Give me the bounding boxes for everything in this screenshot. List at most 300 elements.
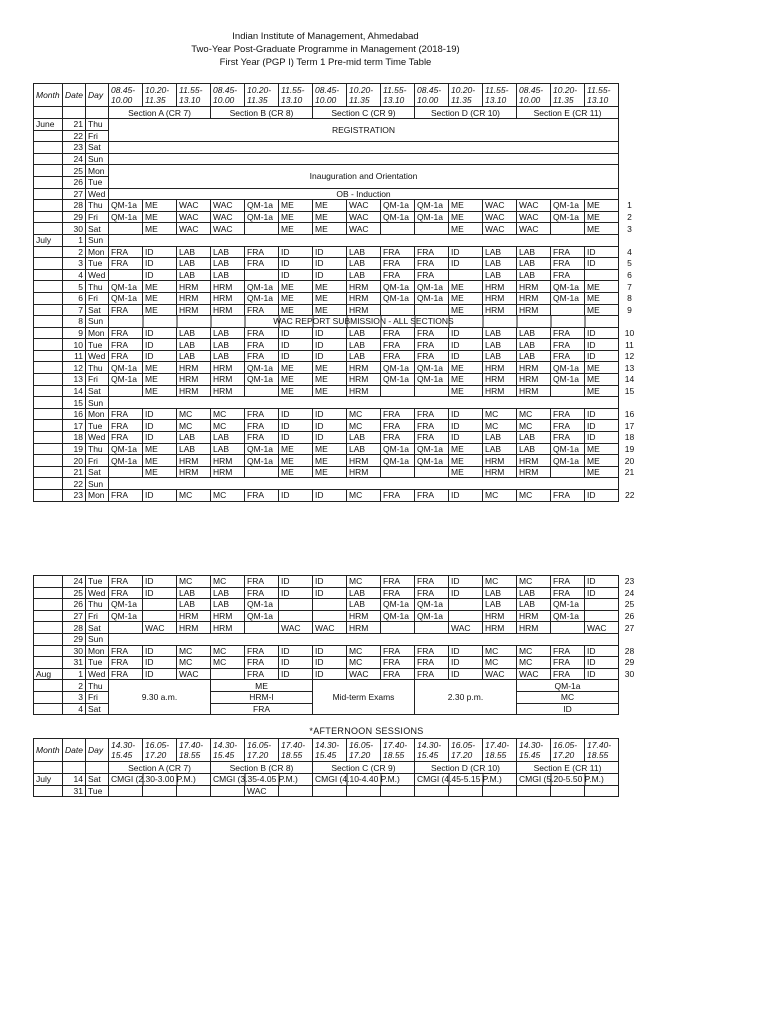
- table-row: [34, 587, 641, 599]
- row-number: 28: [624, 645, 635, 656]
- slot-cell: QM-1a: [245, 374, 279, 386]
- slot-cell: ID: [143, 408, 177, 420]
- month-cell: [34, 657, 63, 669]
- date-cell: 4: [63, 269, 86, 281]
- slot-cell: ID: [449, 258, 483, 270]
- row-number: 29: [624, 657, 635, 668]
- slot-cell: WAC: [347, 200, 381, 212]
- date-cell: 26: [63, 599, 86, 611]
- slot-cell: MC: [347, 645, 381, 657]
- time-slot-line: 17.40-: [587, 740, 612, 750]
- slot-cell: FRA: [109, 327, 143, 339]
- date-cell: 24: [63, 576, 86, 588]
- slot-cell: LAB: [483, 258, 517, 270]
- month-cell: [34, 762, 63, 774]
- date-cell: 31: [63, 785, 86, 797]
- month-cell: [34, 223, 63, 235]
- slot-cell: ME: [279, 211, 313, 223]
- date-cell: 3: [63, 691, 86, 703]
- slot-cell: HRM: [211, 362, 245, 374]
- slot-cell: HRM: [211, 610, 245, 622]
- table-row: [34, 119, 641, 131]
- slot-cell: HRM: [483, 622, 517, 634]
- slot-cell: ME: [449, 304, 483, 316]
- day-cell: Wed: [86, 668, 109, 680]
- date-cell: 20: [63, 455, 86, 467]
- slot-cell: [585, 269, 619, 281]
- day-cell: Mon: [86, 490, 109, 502]
- slot-cell: FRA: [381, 587, 415, 599]
- section-header: Section C (CR 9): [313, 762, 415, 774]
- month-cell: [34, 622, 63, 634]
- slot-cell: ME: [143, 223, 177, 235]
- slot-cell: WAC: [177, 200, 211, 212]
- slot-cell: HRM: [517, 362, 551, 374]
- slot-cell: ME: [449, 200, 483, 212]
- slot-cell: ME: [449, 385, 483, 397]
- slot-cell: FRA: [551, 258, 585, 270]
- slot-cell: FRA: [109, 668, 143, 680]
- slot-cell: ID: [585, 339, 619, 351]
- slot-cell: FRA: [245, 327, 279, 339]
- slot-cell: LAB: [483, 443, 517, 455]
- slot-cell: HRM: [483, 455, 517, 467]
- slot-cell: MC: [177, 657, 211, 669]
- month-cell: [34, 645, 63, 657]
- time-slot-line: 18.55: [485, 750, 507, 760]
- date-cell: 3: [63, 258, 86, 270]
- slot-cell: HRM: [177, 622, 211, 634]
- slot-cell: QM-1a: [381, 443, 415, 455]
- month-cell: [34, 304, 63, 316]
- month-cell: Aug: [34, 668, 63, 680]
- table-row: [34, 680, 641, 692]
- day-cell: Fri: [86, 455, 109, 467]
- slot-cell: LAB: [517, 587, 551, 599]
- row-number: [619, 165, 641, 177]
- slot-cell: LAB: [211, 443, 245, 455]
- row-number: 26: [624, 611, 635, 622]
- slot-cell: ME: [143, 455, 177, 467]
- day-cell: Thu: [86, 362, 109, 374]
- slot-cell: HRM: [517, 466, 551, 478]
- slot-cell: ME: [313, 362, 347, 374]
- slot-cell: ID: [313, 587, 347, 599]
- table-row: [34, 408, 641, 420]
- time-slot-line: 17.40-: [281, 740, 306, 750]
- slot-cell: ID: [585, 587, 619, 599]
- slot-cell: ID: [585, 657, 619, 669]
- slot-cell: HRM: [211, 466, 245, 478]
- date-cell: 27: [63, 188, 86, 200]
- time-slot-line: 18.55: [383, 750, 405, 760]
- row-number: 15: [624, 385, 635, 396]
- date-cell: [63, 762, 86, 774]
- slot-cell: ID: [143, 350, 177, 362]
- date-cell: 13: [63, 374, 86, 386]
- day-cell: Mon: [86, 645, 109, 657]
- slot-cell: ME: [143, 281, 177, 293]
- month-cell: [34, 633, 63, 645]
- time-slot-line: 10.20-: [145, 85, 170, 95]
- table-row: [34, 443, 641, 455]
- slot-cell: LAB: [211, 269, 245, 281]
- merged-cell: [109, 142, 619, 154]
- month-cell: [34, 408, 63, 420]
- slot-cell: [279, 610, 313, 622]
- slot-cell: HRM: [517, 281, 551, 293]
- slot-cell: QM-1a: [109, 292, 143, 304]
- slot-cell: FRA: [381, 350, 415, 362]
- slot-cell: LAB: [211, 350, 245, 362]
- date-cell: 25: [63, 587, 86, 599]
- slot-cell: QM-1a: [109, 211, 143, 223]
- slot-cell: [517, 785, 551, 797]
- day-cell: Sun: [86, 633, 109, 645]
- slot-cell: FRA: [109, 420, 143, 432]
- slot-cell: [415, 785, 449, 797]
- time-slot-line: 10.00: [417, 95, 439, 105]
- slot-cell: HRM: [483, 385, 517, 397]
- time-slot-line: 14.30-: [213, 740, 238, 750]
- slot-cell: MC: [347, 657, 381, 669]
- row-number: 13: [624, 362, 635, 373]
- slot-cell: [381, 622, 415, 634]
- slot-cell: LAB: [517, 339, 551, 351]
- slot-cell: [143, 599, 177, 611]
- table-row: [34, 397, 641, 409]
- slot-cell: ID: [313, 432, 347, 444]
- slot-cell: ME: [313, 200, 347, 212]
- month-cell: [34, 490, 63, 502]
- slot-cell: ME: [143, 385, 177, 397]
- slot-cell: ME: [313, 374, 347, 386]
- slot-cell: LAB: [517, 432, 551, 444]
- slot-cell: ID: [313, 576, 347, 588]
- table-row: [34, 234, 641, 246]
- slot-cell: WAC: [211, 211, 245, 223]
- day-cell: Wed: [86, 350, 109, 362]
- slot-cell: LAB: [211, 246, 245, 258]
- slot-cell: ME: [143, 374, 177, 386]
- time-slot-line: 17.40-: [485, 740, 510, 750]
- slot-cell: LAB: [211, 327, 245, 339]
- slot-cell: [313, 599, 347, 611]
- slot-cell: [381, 785, 415, 797]
- merged-cell: [109, 633, 619, 645]
- slot-cell: ME: [449, 292, 483, 304]
- slot-cell: HRM: [517, 610, 551, 622]
- slot-cell: [449, 269, 483, 281]
- slot-cell: ID: [313, 269, 347, 281]
- month-cell: [34, 680, 63, 692]
- table-row: [34, 292, 641, 304]
- slot-cell: FRA: [109, 246, 143, 258]
- slot-cell: ID: [143, 420, 177, 432]
- time-slot-line: 11.35: [349, 95, 370, 105]
- slot-cell: QM-1a: [551, 211, 585, 223]
- slot-cell: ID: [585, 576, 619, 588]
- date-cell: 9: [63, 327, 86, 339]
- time-slot-line: 10.20-: [247, 85, 272, 95]
- slot-cell: WAC: [483, 223, 517, 235]
- slot-cell: ID: [449, 587, 483, 599]
- table-row: [34, 153, 641, 165]
- slot-cell: FRA: [415, 327, 449, 339]
- date-cell: 21: [63, 119, 86, 131]
- time-slot-header: [585, 739, 619, 762]
- time-slot-header: [347, 739, 381, 762]
- table-row: [34, 622, 641, 634]
- slot-cell: LAB: [211, 432, 245, 444]
- slot-cell: QM-1a: [245, 292, 279, 304]
- date-cell: 17: [63, 420, 86, 432]
- slot-cell: QM-1a: [415, 610, 449, 622]
- row-number: 11: [625, 339, 634, 350]
- slot-cell: ME: [449, 362, 483, 374]
- month-cell: [34, 339, 63, 351]
- slot-cell: ID: [279, 258, 313, 270]
- slot-cell: QM-1a: [381, 599, 415, 611]
- slot-cell: ID: [279, 587, 313, 599]
- slot-cell: ID: [585, 490, 619, 502]
- slot-cell: MC: [177, 490, 211, 502]
- slot-cell: FRA: [109, 432, 143, 444]
- slot-cell: ID: [279, 327, 313, 339]
- day-cell: Fri: [86, 691, 109, 703]
- slot-cell: LAB: [347, 350, 381, 362]
- month-cell: [34, 443, 63, 455]
- slot-cell: ID: [313, 246, 347, 258]
- row-number: 5: [627, 258, 632, 269]
- date-cell: 1: [63, 668, 86, 680]
- section-header: Section B (CR 8): [211, 762, 313, 774]
- slot-cell: QM-1a: [415, 281, 449, 293]
- day-cell: Thu: [86, 281, 109, 293]
- slot-cell: [109, 223, 143, 235]
- day-cell: [86, 107, 109, 119]
- date-cell: [63, 107, 86, 119]
- slot-cell: LAB: [347, 432, 381, 444]
- slot-cell: HRM: [483, 281, 517, 293]
- slot-cell: FRA: [551, 490, 585, 502]
- slot-cell: QM-1a: [551, 455, 585, 467]
- time-slot-line: 17.20: [247, 750, 269, 760]
- slot-cell: FRA: [415, 668, 449, 680]
- slot-cell: FRA: [415, 432, 449, 444]
- day-cell: Tue: [86, 258, 109, 270]
- slot-cell: LAB: [483, 587, 517, 599]
- slot-cell: HRM: [347, 622, 381, 634]
- slot-cell: LAB: [211, 599, 245, 611]
- time-slot-header: [517, 739, 551, 762]
- slot-cell: MC: [517, 420, 551, 432]
- slot-cell: MC: [211, 576, 245, 588]
- slot-cell: ID: [449, 576, 483, 588]
- time-slot-line: 11.35: [247, 95, 268, 105]
- time-slot-line: 10.00: [315, 95, 337, 105]
- time-slot-line: 10.00: [111, 95, 133, 105]
- slot-cell: MC: [483, 645, 517, 657]
- table-row: [34, 165, 641, 177]
- slot-cell: LAB: [517, 350, 551, 362]
- slot-cell: QM-1a: [551, 374, 585, 386]
- slot-cell: ID: [143, 668, 177, 680]
- slot-cell: ME: [449, 374, 483, 386]
- slot-cell: HRM: [347, 281, 381, 293]
- slot-cell: MC: [517, 408, 551, 420]
- merged-cell: [109, 478, 619, 490]
- slot-cell: ID: [143, 432, 177, 444]
- slot-cell: FRA: [415, 258, 449, 270]
- slot-cell: ID: [279, 269, 313, 281]
- time-slot-line: 14.30-: [417, 740, 442, 750]
- row-number: 23: [624, 576, 635, 587]
- slot-cell: FRA: [109, 408, 143, 420]
- slot-cell: FRA: [381, 246, 415, 258]
- slot-cell: [381, 223, 415, 235]
- time-slot-header: [347, 84, 381, 107]
- month-cell: [34, 385, 63, 397]
- date-cell: 14: [63, 774, 86, 786]
- slot-cell: ME: [279, 200, 313, 212]
- slot-cell: ID: [585, 420, 619, 432]
- row-number: [619, 130, 641, 142]
- slot-cell: ME: [313, 455, 347, 467]
- row-number: 9: [627, 304, 632, 315]
- slot-cell: MC: [347, 490, 381, 502]
- slot-cell: LAB: [517, 599, 551, 611]
- day-cell: Thu: [86, 443, 109, 455]
- month-cell: [34, 587, 63, 599]
- slot-cell: WAC: [347, 211, 381, 223]
- row-number: 27: [624, 622, 635, 633]
- month-header: Month: [34, 739, 63, 762]
- date-cell: 15: [63, 397, 86, 409]
- slot-cell: ID: [313, 668, 347, 680]
- slot-cell: FRA: [415, 490, 449, 502]
- table-row: [34, 362, 641, 374]
- slot-cell: ID: [449, 657, 483, 669]
- slot-cell: QM-1a: [415, 443, 449, 455]
- table-row: [34, 478, 641, 490]
- slot-cell: HRM: [177, 455, 211, 467]
- slot-cell: ME: [279, 362, 313, 374]
- slot-cell: QM-1a: [109, 281, 143, 293]
- time-slot-line: 13.10: [485, 95, 507, 105]
- slot-cell: [551, 622, 585, 634]
- day-cell: Mon: [86, 165, 109, 177]
- slot-cell: HRM: [177, 281, 211, 293]
- date-cell: 22: [63, 478, 86, 490]
- slot-cell: ME: [449, 455, 483, 467]
- slot-cell: FRA: [245, 258, 279, 270]
- slot-cell: QM-1a: [245, 599, 279, 611]
- slot-cell: WAC: [143, 622, 177, 634]
- slot-cell: LAB: [517, 443, 551, 455]
- slot-cell: FRA: [245, 350, 279, 362]
- slot-cell: WAC: [517, 668, 551, 680]
- row-number: 30: [624, 669, 635, 680]
- section-header: Section E (CR 11): [517, 762, 619, 774]
- row-number: 20: [624, 455, 635, 466]
- slot-cell: QM-1a: [109, 610, 143, 622]
- slot-cell: FRA: [381, 432, 415, 444]
- slot-cell: HRM: [347, 304, 381, 316]
- slot-cell: ID: [279, 668, 313, 680]
- slot-cell: FRA: [551, 576, 585, 588]
- slot-cell: ID: [585, 432, 619, 444]
- table-row: [34, 304, 641, 316]
- merged-cell: [109, 234, 619, 246]
- slot-cell: [585, 599, 619, 611]
- month-cell: [34, 374, 63, 386]
- merged-cell: FRA: [211, 703, 313, 715]
- slot-cell: ID: [143, 258, 177, 270]
- time-slot-line: 13.10: [179, 95, 201, 105]
- time-slot-line: 11.55-: [485, 85, 509, 95]
- slot-cell: [109, 785, 143, 797]
- merged-cell: REGISTRATION: [109, 119, 619, 142]
- slot-cell: FRA: [245, 408, 279, 420]
- slot-cell: ME: [143, 466, 177, 478]
- slot-cell: LAB: [177, 432, 211, 444]
- month-cell: [34, 107, 63, 119]
- time-slot-header: [177, 739, 211, 762]
- slot-cell: LAB: [347, 339, 381, 351]
- month-cell: [34, 432, 63, 444]
- slot-cell: ID: [279, 420, 313, 432]
- slot-cell: LAB: [211, 258, 245, 270]
- slot-cell: ME: [279, 223, 313, 235]
- day-cell: Wed: [86, 432, 109, 444]
- slot-cell: HRM: [347, 362, 381, 374]
- slot-cell: HRM: [347, 610, 381, 622]
- slot-cell: LAB: [347, 258, 381, 270]
- slot-cell: ME: [585, 200, 619, 212]
- slot-cell: [449, 610, 483, 622]
- time-slot-header: [381, 739, 415, 762]
- row-number: [619, 633, 641, 645]
- slot-cell: FRA: [109, 645, 143, 657]
- month-cell: [34, 316, 63, 328]
- month-cell: [34, 327, 63, 339]
- section-header: Section A (CR 7): [109, 762, 211, 774]
- slot-cell: HRM: [177, 292, 211, 304]
- slot-cell: ME: [449, 223, 483, 235]
- date-cell: 27: [63, 610, 86, 622]
- slot-cell: [415, 466, 449, 478]
- slot-cell: FRA: [109, 490, 143, 502]
- day-cell: Thu: [86, 599, 109, 611]
- slot-cell: MC: [177, 576, 211, 588]
- date-cell: 2: [63, 680, 86, 692]
- slot-cell: LAB: [347, 587, 381, 599]
- date-cell: 22: [63, 130, 86, 142]
- day-cell: Wed: [86, 188, 109, 200]
- row-number: 2: [627, 212, 632, 223]
- date-cell: 30: [63, 223, 86, 235]
- slot-cell: WAC: [449, 622, 483, 634]
- time-slot-header: [313, 739, 347, 762]
- time-slot-header: [143, 739, 177, 762]
- merged-cell: CMGI (5.20-5.50 P.M.): [517, 774, 619, 786]
- slot-cell: ID: [279, 576, 313, 588]
- slot-cell: ID: [585, 645, 619, 657]
- table-row: [34, 258, 641, 270]
- date-cell: 6: [63, 292, 86, 304]
- day-cell: Sun: [86, 234, 109, 246]
